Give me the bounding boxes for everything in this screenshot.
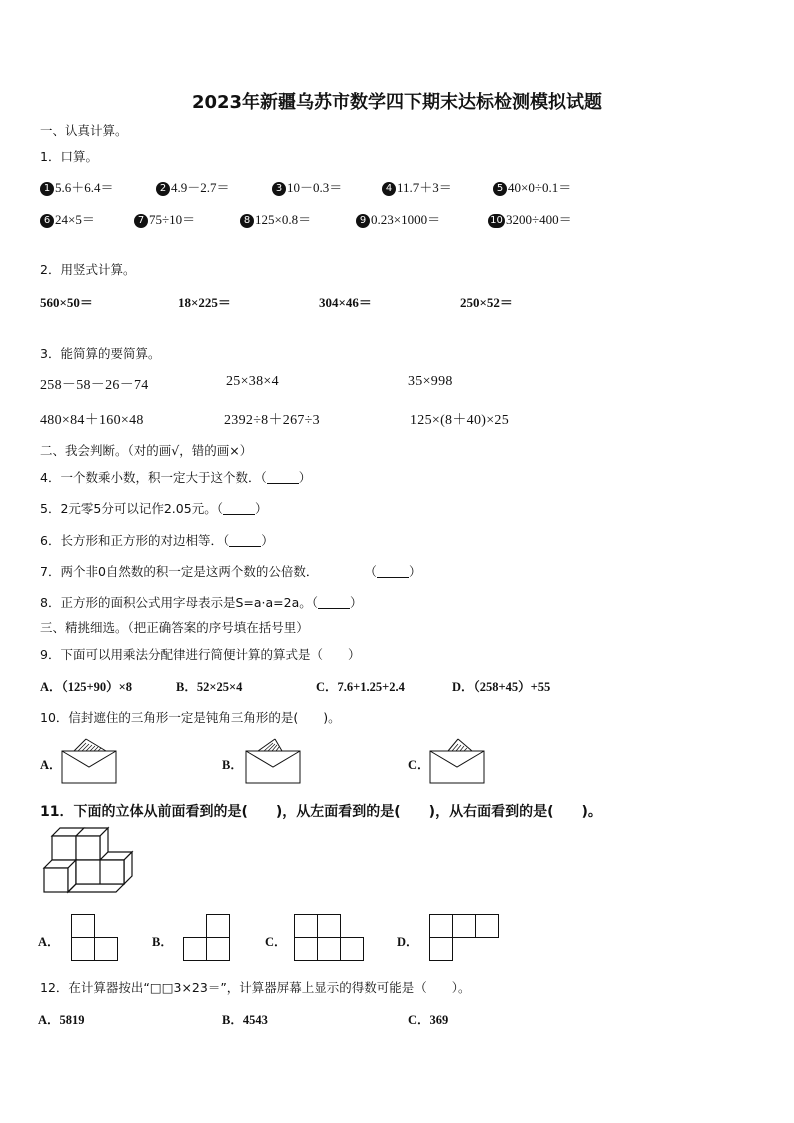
vertical-calc-item: 18×225＝	[178, 295, 231, 310]
question-3-label: 3．能简算的要简算。	[40, 346, 161, 361]
judge-paren: ）	[298, 470, 312, 485]
judge-question	[40, 531, 274, 549]
calc-expression: 10－0.3＝	[287, 180, 343, 195]
choice-option-c[interactable]: C．	[265, 935, 287, 949]
oral-calc-item	[40, 209, 95, 228]
calc-expression: 3200÷400＝	[506, 212, 572, 227]
envelope-triangle-figure	[60, 738, 120, 784]
calc-expression: 4.9－2.7＝	[171, 180, 230, 195]
choice-option-b[interactable]: B．52×25×4	[176, 680, 243, 694]
calc-expression: 125×0.8＝	[255, 212, 312, 227]
judge-text: 4．一个数乘小数，积一定大于这个数．（	[40, 470, 267, 485]
judge-question	[40, 468, 311, 486]
circled-number-icon: 4	[382, 182, 396, 196]
oral-calc-item	[240, 209, 311, 228]
circled-number-icon: 8	[240, 214, 254, 228]
choice-option-b[interactable]: B．4543	[222, 1013, 268, 1027]
vertical-calc-item: 304×46＝	[319, 295, 372, 310]
circled-number-icon: 5	[493, 182, 507, 196]
answer-blank[interactable]	[229, 534, 261, 547]
circled-number-icon: 2	[156, 182, 170, 196]
choice-option-c[interactable]: C．369	[408, 1013, 449, 1027]
choice-option-d[interactable]: D．（258+45）+55	[452, 680, 551, 694]
judge-question	[40, 562, 421, 580]
calc-expression: 0.23×1000＝	[371, 212, 441, 227]
circled-number-icon: 10	[488, 214, 505, 228]
simplify-expression: 35×998	[408, 374, 453, 389]
question-2-label: 2．用竖式计算。	[40, 262, 136, 277]
oral-calc-item	[40, 177, 114, 196]
choice-option-a[interactable]: A．5819	[38, 1013, 85, 1027]
view-grid-b	[183, 914, 231, 962]
envelope-triangle-figure	[244, 738, 304, 784]
choice-option-b[interactable]: B．	[222, 758, 243, 772]
question-12-stem: 12．在计算器按出“□□3×23＝”，计算器屏幕上显示的得数可能是（ ）。	[40, 980, 471, 995]
section-2-heading: 二、我会判断。（对的画√，错的画×）	[40, 443, 253, 458]
choice-option-a[interactable]: A．	[40, 758, 62, 772]
calc-expression: 40×0÷0.1＝	[508, 180, 572, 195]
oral-calc-item	[134, 209, 195, 228]
circled-number-icon: 1	[40, 182, 54, 196]
page-title: 2023年新疆乌苏市数学四下期末达标检测模拟试题	[191, 92, 603, 113]
calc-expression: 5.6＋6.4＝	[55, 180, 114, 195]
answer-blank[interactable]	[223, 502, 255, 515]
simplify-expression: 2392÷8＋267÷3	[224, 413, 320, 428]
judge-text: 7．两个非0自然数的积一定是这两个数的公倍数．	[40, 564, 319, 579]
circled-number-icon: 9	[356, 214, 370, 228]
section-1-heading: 一、认真计算。	[40, 123, 128, 138]
answer-blank[interactable]	[267, 471, 299, 484]
oral-calc-item	[356, 209, 440, 228]
choice-option-b[interactable]: B．	[152, 935, 173, 949]
oral-calc-item	[488, 209, 572, 228]
question-9-stem: 9．下面可以用乘法分配律进行简便计算的算式是（ ）	[40, 647, 361, 662]
judge-question	[40, 499, 267, 517]
oral-calc-item	[493, 177, 571, 196]
judge-paren: ）	[350, 595, 363, 610]
calc-expression: 75÷10＝	[149, 212, 196, 227]
calc-expression: 11.7＋3＝	[397, 180, 452, 195]
circled-number-icon: 6	[40, 214, 54, 228]
circled-number-icon: 3	[272, 182, 286, 196]
judge-paren: ）	[408, 564, 422, 579]
judge-paren: （	[364, 564, 377, 579]
calc-expression: 24×5＝	[55, 212, 95, 227]
simplify-expression: 480×84＋160×48	[40, 413, 144, 428]
choice-option-d[interactable]: D．	[397, 935, 419, 949]
vertical-calc-item: 250×52＝	[460, 295, 513, 310]
choice-option-c[interactable]: C．	[408, 758, 430, 772]
oral-calc-item	[156, 177, 230, 196]
simplify-expression: 125×(8＋40)×25	[410, 413, 510, 428]
question-1-label: 1．口算。	[40, 149, 98, 164]
view-grid-a	[71, 914, 119, 962]
question-10-stem: 10．信封遮住的三角形一定是钝角三角形的是( )。	[40, 710, 341, 725]
judge-text: 6．长方形和正方形的对边相等．（	[40, 533, 230, 548]
section-3-heading: 三、精挑细选。（把正确答案的序号填在括号里）	[40, 620, 309, 635]
circled-number-icon: 7	[134, 214, 148, 228]
oral-calc-item	[382, 177, 452, 196]
choice-option-c[interactable]: C．7.6+1.25+2.4	[316, 680, 405, 694]
oral-calc-item	[272, 177, 342, 196]
view-grid-c	[294, 914, 366, 962]
cube-solid-figure	[40, 828, 132, 900]
question-11-stem: 11．下面的立体从前面看到的是( )，从左面看到的是( )，从右面看到的是( )。	[40, 804, 602, 820]
view-grid-d	[429, 914, 501, 962]
choice-option-a[interactable]: A．	[38, 935, 60, 949]
judge-text: 5．2元零5分可以记作2.05元。（	[40, 501, 223, 516]
simplify-expression: 25×38×4	[226, 374, 279, 389]
judge-paren: ）	[261, 533, 274, 548]
answer-blank[interactable]	[318, 596, 350, 609]
judge-paren: ）	[254, 501, 268, 516]
judge-text: 8．正方形的面积公式用字母表示是S=a·a=2a。（	[40, 595, 318, 610]
answer-blank[interactable]	[377, 565, 409, 578]
simplify-expression: 258－58－26－74	[40, 378, 149, 393]
envelope-triangle-figure	[428, 738, 488, 784]
judge-question	[40, 593, 363, 611]
vertical-calc-item: 560×50＝	[40, 295, 93, 310]
choice-option-a[interactable]: A．（125+90）×8	[40, 680, 133, 694]
